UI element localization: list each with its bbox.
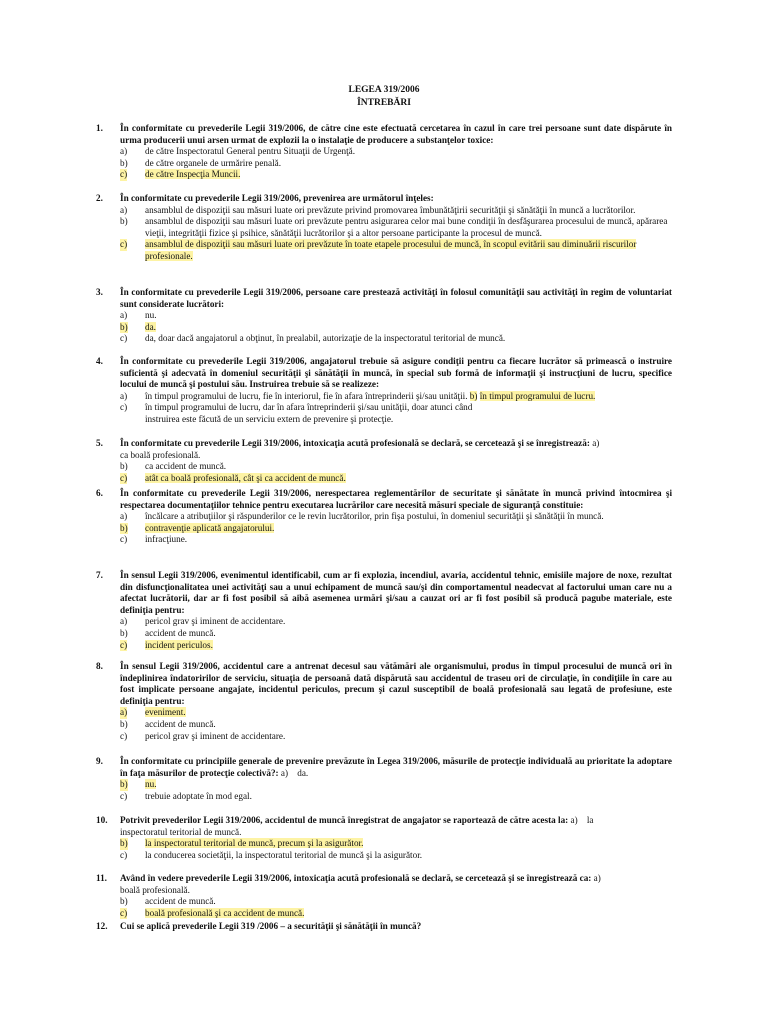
option-a-highlighted[interactable]: a) eveniment. bbox=[120, 707, 186, 718]
option-c[interactable]: c) la conducerea societăţii, la inspectoratul teritorial de muncă şi la asigurător. bbox=[120, 849, 423, 860]
question-12 bbox=[96, 921, 672, 933]
option-b[interactable]: b) accident de muncă. bbox=[120, 718, 216, 729]
option-c-continued: instruirea este făcută de un serviciu extern de prevenire şi protecţie. bbox=[145, 413, 394, 424]
option-b-highlighted[interactable]: b) la inspectoratul teritorial de muncă, precum şi la asigurător. bbox=[120, 838, 364, 849]
question-4 bbox=[96, 356, 672, 426]
question-8 bbox=[96, 661, 672, 742]
option-c[interactable]: c) pericol grav şi iminent de accidentare. bbox=[120, 730, 286, 741]
option-c-highlighted[interactable]: c) incident periculos. bbox=[120, 639, 213, 650]
option-c[interactable]: c) trebuie adoptate în mod egal. bbox=[120, 790, 252, 801]
question-text: Având în vedere prevederile Legii 319/2006, intoxicaţia acută profesională se declară, se cercetează şi se înregistrează ca: a) boală profesională. bbox=[120, 873, 601, 895]
option-c-highlighted[interactable]: c) boală profesională şi ca accident de muncă. bbox=[120, 907, 305, 918]
question-number: 6. bbox=[96, 488, 103, 498]
question-number: 3. bbox=[96, 287, 103, 297]
option-b-highlighted[interactable]: b) da. bbox=[120, 321, 156, 332]
question-text: Cui se aplică prevederile Legii 319 /2006 – a securităţii şi sănătăţii în muncă? bbox=[120, 921, 422, 931]
question-text: În conformitate cu principiile generale de prevenire prevăzute în Legea 319/2006, măsurile de protecţie individuală au prioritate la adoptare în faţa măsurilor de protecţie colectivă?: a) da. bbox=[120, 756, 672, 778]
option-a[interactable]: a) nu. bbox=[120, 310, 157, 321]
option-c[interactable]: c) în timpul programului de lucru, dar în afara întreprinderii şi/sau unităţii, doar atunci când bbox=[120, 402, 473, 413]
question-text: Potrivit prevederilor Legii 319/2006, accidentul de muncă înregistrat de angajator se raportează de către acesta la: a) la inspectoratul teritorial de muncă. bbox=[120, 815, 594, 837]
question-text: În sensul Legii 319/2006, evenimentul identificabil, cum ar fi explozia, incendiul, avaria, accidentul tehnic, emisiile majore de noxe, rezultat din disfuncţionalitatea unei activităţi sau a unui echipament de muncă sau/şi din comportamentul neadecvat al factorului uman care nu a afectat lucrătorii, dar ar fi fost posibil să aibă asemenea urmări şi/sau a cauzat ori ar fi fost posibil să producă pagube materiale, este definiţia pentru: bbox=[120, 570, 672, 615]
document-title: LEGEA 319/2006 bbox=[348, 85, 420, 95]
question-text: În sensul Legii 319/2006, accidentul care a antrenat decesul sau vătămări ale organismului, produs în timpul procesului de muncă ori în îndeplinirea îndatoririlor de serviciu, situaţia de persoană dată dispărută sau accidentul de traseu ori de circulaţie, în condiţiile în care au fost implicate persoane angajate, incidentul periculos, precum şi cazul susceptibil de boală profesională sau legată de profesiune, este definiţia pentru: bbox=[120, 661, 672, 706]
question-number: 1. bbox=[96, 123, 103, 133]
question-2 bbox=[96, 193, 672, 263]
question-11 bbox=[96, 873, 672, 919]
option-c-highlighted[interactable]: c) atât ca boală profesională, cât şi ca accident de muncă. bbox=[120, 472, 346, 483]
option-a[interactable]: a) pericol grav şi iminent de accidentare. bbox=[120, 616, 286, 627]
question-text: În conformitate cu prevederile Legii 319/2006, intoxicaţia acută profesională se declară, se cercetează şi se înregistrează: a) ca boală profesională. bbox=[120, 438, 600, 460]
question-text: În conformitate cu prevederile Legii 319/2006, nerespectarea reglementărilor de securitate şi sănătate în muncă privind întocmirea şi respectarea documentaţiilor tehnice pentru executarea lucrărilor care necesită măsuri speciale de siguranţă constituie: bbox=[120, 488, 672, 510]
option-a[interactable]: a) de către Inspectoratul General pentru Situaţii de Urgenţă. bbox=[120, 146, 356, 157]
question-5 bbox=[96, 438, 672, 484]
question-text: În conformitate cu prevederile Legii 319/2006, persoane care prestează activităţi în folosul comunităţii sau activităţi în regim de voluntariat sunt considerate lucrători: bbox=[120, 287, 672, 309]
option-b-highlighted[interactable]: în timpul programului de lucru. bbox=[479, 390, 596, 401]
option-b[interactable]: b) ansamblul de dispoziţii sau măsuri luate ori prevăzute pentru asigurarea celor mai bune condiţii în desfăşurarea procesului de muncă, apărarea vieţii, integrităţii fizice şi psihice, sănătăţii lucrătorilor şi a altor persoane participante la procesul de muncă. bbox=[120, 216, 668, 238]
question-text: În conformitate cu prevederile Legii 319/2006, prevenirea are următorul înţeles: bbox=[120, 193, 434, 203]
option-b[interactable]: b) accident de muncă. bbox=[120, 627, 216, 638]
option-b[interactable]: b) accident de muncă. bbox=[120, 896, 216, 907]
option-b-highlighted[interactable]: b) nu. bbox=[120, 779, 157, 790]
question-number: 2. bbox=[96, 193, 103, 203]
question-number: 4. bbox=[96, 356, 103, 366]
option-c-highlighted[interactable]: c) ansamblul de dispoziţii sau măsuri luate ori prevăzute în toate etapele procesului de muncă, în scopul evitării sau diminuării riscurilor profesionale. bbox=[120, 239, 637, 261]
option-a[interactable]: a) ansamblul de dispoziţii sau măsuri luate ori prevăzute privind promovarea îmbunătăţirii securităţii şi sănătăţii în muncă a lucrătorilor. bbox=[120, 204, 636, 215]
question-number: 10. bbox=[96, 815, 108, 825]
question-number: 8. bbox=[96, 661, 103, 671]
option-c-highlighted[interactable]: c) de către Inspecţia Muncii. bbox=[120, 169, 241, 180]
option-c[interactable]: c) infracţiune. bbox=[120, 534, 188, 545]
question-number: 7. bbox=[96, 570, 103, 580]
question-3 bbox=[96, 287, 672, 345]
question-text: În conformitate cu prevederile Legii 319/2006, angajatorul trebuie să asigure condiţii pentru ca fiecare lucrător să primească o instruire suficientă şi adecvată în domeniul securităţii şi sănătăţii în muncă, în special sub formă de informaţii şi instrucţiuni de lucru, specifice locului de muncă şi postului său. Instruirea trebuie să se realizeze: bbox=[120, 356, 672, 390]
option-a[interactable]: a) încălcare a atribuţiilor şi răspunderilor ce le revin lucrătorilor, prin fişa postului, în domeniul securităţii şi sănătăţii în muncă. bbox=[120, 511, 604, 522]
question-1 bbox=[96, 123, 672, 181]
question-9 bbox=[96, 756, 672, 802]
question-number: 9. bbox=[96, 756, 103, 766]
question-10 bbox=[96, 815, 672, 861]
question-number: 5. bbox=[96, 438, 103, 448]
question-text: În conformitate cu prevederile Legii 319/2006, de către cine este efectuată cercetarea în cazul în care trei persoane sunt date dispărute în urma producerii unui arsen urmat de explozii la o instalaţie de producere a substanţelor toxice: bbox=[120, 123, 672, 145]
question-6 bbox=[96, 488, 672, 546]
option-b[interactable]: b) de către organele de urmărire penală. bbox=[120, 157, 282, 168]
document-subtitle: ÎNTREBĂRI bbox=[357, 98, 411, 108]
option-c[interactable]: c) da, doar dacă angajatorul a obţinut, în prealabil, autorizaţie de la inspectoratul teritorial de muncă. bbox=[120, 333, 506, 344]
option-b-highlighted[interactable]: b) contravenţie aplicată angajatorului. bbox=[120, 522, 275, 533]
question-7 bbox=[96, 570, 672, 651]
option-b-letter: b) bbox=[469, 390, 478, 401]
option-a-and-b[interactable]: a) în timpul programului de lucru, fie în interiorul, fie în afara întreprinderii şi/sau unităţii. b) în timpul programului de lucru. bbox=[120, 390, 596, 401]
option-b[interactable]: b) ca accident de muncă. bbox=[120, 461, 227, 472]
question-number: 11. bbox=[96, 873, 107, 883]
question-number: 12. bbox=[96, 921, 108, 931]
